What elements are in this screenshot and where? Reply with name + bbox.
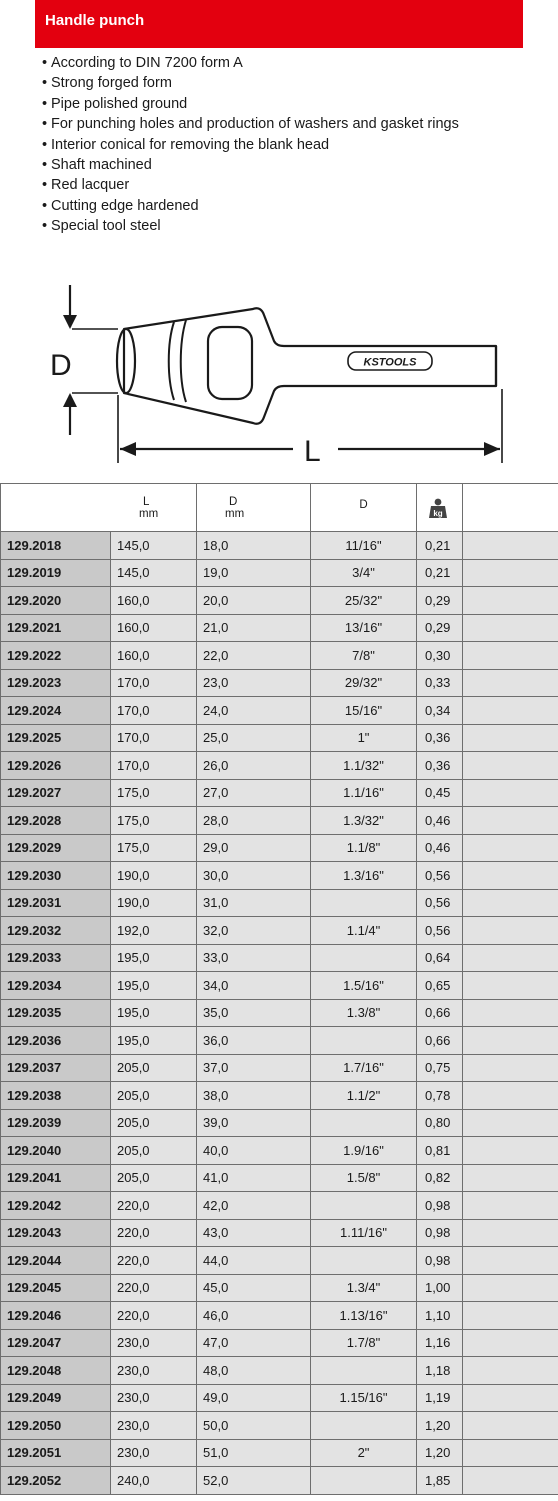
length-cell: 190,0 bbox=[111, 862, 197, 890]
table-row bbox=[1, 1054, 558, 1082]
diameter-cell: 32,0 bbox=[197, 917, 311, 945]
length-cell: 170,0 bbox=[111, 697, 197, 725]
table-row bbox=[1, 807, 558, 835]
empty-cell bbox=[463, 1137, 558, 1165]
article-number: 129.2049 bbox=[1, 1384, 111, 1412]
article-number: 129.2024 bbox=[1, 697, 111, 725]
table-row bbox=[1, 532, 558, 560]
empty-cell bbox=[463, 1109, 558, 1137]
feature-item: • Cutting edge hardened bbox=[42, 196, 522, 216]
weight-cell: 1,18 bbox=[417, 1357, 463, 1385]
weight-cell: 0,65 bbox=[417, 972, 463, 1000]
weight-cell: 0,21 bbox=[417, 532, 463, 560]
feature-list bbox=[42, 53, 522, 237]
article-number: 129.2020 bbox=[1, 587, 111, 615]
diameter-inch-cell: 29/32" bbox=[311, 669, 417, 697]
empty-cell bbox=[463, 1274, 558, 1302]
diameter-inch-cell: 1.3/4" bbox=[311, 1274, 417, 1302]
weight-cell: 0,66 bbox=[417, 1027, 463, 1055]
empty-cell bbox=[463, 1164, 558, 1192]
diameter-cell: 37,0 bbox=[197, 1054, 311, 1082]
empty-cell bbox=[463, 779, 558, 807]
empty-cell bbox=[463, 752, 558, 780]
empty-cell bbox=[463, 1467, 558, 1495]
table-row bbox=[1, 1137, 558, 1165]
diameter-cell: 51,0 bbox=[197, 1439, 311, 1467]
table-row bbox=[1, 1109, 558, 1137]
length-cell: 205,0 bbox=[111, 1109, 197, 1137]
weight-cell: 0,34 bbox=[417, 697, 463, 725]
weight-icon bbox=[428, 497, 448, 519]
article-number: 129.2051 bbox=[1, 1439, 111, 1467]
table-row bbox=[1, 1164, 558, 1192]
diameter-cell: 30,0 bbox=[197, 862, 311, 890]
empty-cell bbox=[463, 889, 558, 917]
diameter-cell: 27,0 bbox=[197, 779, 311, 807]
diameter-inch-cell bbox=[311, 889, 417, 917]
length-cell: 205,0 bbox=[111, 1054, 197, 1082]
table-row bbox=[1, 1357, 558, 1385]
diameter-cell: 20,0 bbox=[197, 587, 311, 615]
length-cell: 175,0 bbox=[111, 807, 197, 835]
weight-cell: 0,29 bbox=[417, 614, 463, 642]
table-row bbox=[1, 1302, 558, 1330]
length-cell: 145,0 bbox=[111, 559, 197, 587]
diameter-cell: 52,0 bbox=[197, 1467, 311, 1495]
empty-cell bbox=[463, 862, 558, 890]
diameter-inch-cell: 1.1/16" bbox=[311, 779, 417, 807]
diameter-cell: 43,0 bbox=[197, 1219, 311, 1247]
diameter-inch-cell: 7/8" bbox=[311, 642, 417, 670]
article-number: 129.2026 bbox=[1, 752, 111, 780]
diameter-inch-cell: 1.5/16" bbox=[311, 972, 417, 1000]
length-cell: 205,0 bbox=[111, 1164, 197, 1192]
length-cell: 160,0 bbox=[111, 614, 197, 642]
article-number: 129.2029 bbox=[1, 834, 111, 862]
weight-cell: 1,20 bbox=[417, 1412, 463, 1440]
table-row bbox=[1, 999, 558, 1027]
diameter-inch-cell: 1.1/32" bbox=[311, 752, 417, 780]
article-number: 129.2033 bbox=[1, 944, 111, 972]
diameter-cell: 48,0 bbox=[197, 1357, 311, 1385]
empty-cell bbox=[463, 1192, 558, 1220]
length-cell: 220,0 bbox=[111, 1192, 197, 1220]
diameter-inch-cell: 15/16" bbox=[311, 697, 417, 725]
diameter-inch-cell: 11/16" bbox=[311, 532, 417, 560]
diameter-cell: 31,0 bbox=[197, 889, 311, 917]
article-number: 129.2019 bbox=[1, 559, 111, 587]
weight-cell: 0,81 bbox=[417, 1137, 463, 1165]
diameter-inch-cell: 1.7/16" bbox=[311, 1054, 417, 1082]
diameter-cell: 26,0 bbox=[197, 752, 311, 780]
diameter-cell: 38,0 bbox=[197, 1082, 311, 1110]
diameter-cell: 18,0 bbox=[197, 532, 311, 560]
weight-cell: 0,56 bbox=[417, 862, 463, 890]
article-number: 129.2044 bbox=[1, 1247, 111, 1275]
length-cell: 220,0 bbox=[111, 1302, 197, 1330]
empty-cell bbox=[463, 1054, 558, 1082]
table-row bbox=[1, 889, 558, 917]
empty-cell bbox=[463, 614, 558, 642]
diameter-inch-cell: 2" bbox=[311, 1439, 417, 1467]
ejector-slot bbox=[208, 327, 252, 399]
diameter-inch-cell: 1.5/8" bbox=[311, 1164, 417, 1192]
weight-cell: 0,78 bbox=[417, 1082, 463, 1110]
header-extra bbox=[463, 484, 558, 532]
article-number: 129.2027 bbox=[1, 779, 111, 807]
weight-cell: 0,56 bbox=[417, 917, 463, 945]
table-row bbox=[1, 642, 558, 670]
diameter-inch-cell bbox=[311, 1027, 417, 1055]
length-cell: 230,0 bbox=[111, 1439, 197, 1467]
weight-cell: 1,10 bbox=[417, 1302, 463, 1330]
length-cell: 195,0 bbox=[111, 972, 197, 1000]
diameter-inch-cell bbox=[311, 1467, 417, 1495]
weight-cell: 0,30 bbox=[417, 642, 463, 670]
article-number: 129.2037 bbox=[1, 1054, 111, 1082]
feature-item: • Shaft machined bbox=[42, 155, 522, 175]
length-cell: 175,0 bbox=[111, 834, 197, 862]
diameter-inch-cell: 1.11/16" bbox=[311, 1219, 417, 1247]
header-length: L mm bbox=[111, 484, 197, 532]
article-number: 129.2047 bbox=[1, 1329, 111, 1357]
article-number: 129.2021 bbox=[1, 614, 111, 642]
diameter-inch-cell bbox=[311, 1109, 417, 1137]
empty-cell bbox=[463, 1412, 558, 1440]
header-diameter: D mm bbox=[197, 484, 311, 532]
table-row bbox=[1, 669, 558, 697]
length-cell: 230,0 bbox=[111, 1329, 197, 1357]
table-row bbox=[1, 1219, 558, 1247]
diameter-inch-cell: 1.13/16" bbox=[311, 1302, 417, 1330]
length-cell: 205,0 bbox=[111, 1082, 197, 1110]
weight-cell: 0,98 bbox=[417, 1219, 463, 1247]
empty-cell bbox=[463, 1329, 558, 1357]
length-cell: 170,0 bbox=[111, 669, 197, 697]
diameter-inch-cell bbox=[311, 1412, 417, 1440]
diameter-inch-cell bbox=[311, 1357, 417, 1385]
empty-cell bbox=[463, 1247, 558, 1275]
feature-item: • Interior conical for removing the blank head bbox=[42, 135, 522, 155]
article-number: 129.2038 bbox=[1, 1082, 111, 1110]
page-title: Handle punch bbox=[45, 12, 145, 29]
article-number: 129.2052 bbox=[1, 1467, 111, 1495]
table-row bbox=[1, 752, 558, 780]
table-row bbox=[1, 1247, 558, 1275]
diameter-cell: 21,0 bbox=[197, 614, 311, 642]
handle-punch-drawing bbox=[48, 283, 508, 468]
weight-cell: 0,29 bbox=[417, 587, 463, 615]
cutting-edge bbox=[117, 329, 135, 393]
diameter-inch-cell: 25/32" bbox=[311, 587, 417, 615]
article-number: 129.2022 bbox=[1, 642, 111, 670]
empty-cell bbox=[463, 642, 558, 670]
diameter-inch-cell: 1.1/4" bbox=[311, 917, 417, 945]
feature-item: • Pipe polished ground bbox=[42, 94, 522, 114]
diameter-cell: 36,0 bbox=[197, 1027, 311, 1055]
diameter-inch-cell: 1.9/16" bbox=[311, 1137, 417, 1165]
empty-cell bbox=[463, 724, 558, 752]
diameter-cell: 42,0 bbox=[197, 1192, 311, 1220]
article-number: 129.2035 bbox=[1, 999, 111, 1027]
weight-cell: 1,00 bbox=[417, 1274, 463, 1302]
weight-cell: 1,16 bbox=[417, 1329, 463, 1357]
weight-cell: 0,98 bbox=[417, 1247, 463, 1275]
header-weight bbox=[417, 484, 463, 532]
weight-cell: 0,45 bbox=[417, 779, 463, 807]
empty-cell bbox=[463, 532, 558, 560]
diameter-inch-cell: 1" bbox=[311, 724, 417, 752]
length-cell: 160,0 bbox=[111, 642, 197, 670]
length-cell: 170,0 bbox=[111, 724, 197, 752]
svg-text:KSTOOLS: KSTOOLS bbox=[363, 356, 417, 369]
feature-item: • For punching holes and production of washers and gasket rings bbox=[42, 114, 522, 134]
diameter-inch-cell: 1.3/16" bbox=[311, 862, 417, 890]
empty-cell bbox=[463, 1357, 558, 1385]
length-cell: 220,0 bbox=[111, 1219, 197, 1247]
weight-cell: 1,19 bbox=[417, 1384, 463, 1412]
table-row bbox=[1, 862, 558, 890]
weight-cell: 0,98 bbox=[417, 1192, 463, 1220]
table-row bbox=[1, 1439, 558, 1467]
table-row bbox=[1, 1467, 558, 1495]
article-number: 129.2018 bbox=[1, 532, 111, 560]
length-cell: 220,0 bbox=[111, 1247, 197, 1275]
diameter-inch-cell: 1.7/8" bbox=[311, 1329, 417, 1357]
feature-item: • Red lacquer bbox=[42, 175, 522, 195]
length-cell: 145,0 bbox=[111, 532, 197, 560]
table-row bbox=[1, 1082, 558, 1110]
empty-cell bbox=[463, 1219, 558, 1247]
diameter-cell: 19,0 bbox=[197, 559, 311, 587]
table-row bbox=[1, 779, 558, 807]
article-number: 129.2048 bbox=[1, 1357, 111, 1385]
article-number: 129.2034 bbox=[1, 972, 111, 1000]
article-number: 129.2041 bbox=[1, 1164, 111, 1192]
weight-cell: 1,85 bbox=[417, 1467, 463, 1495]
table-row bbox=[1, 944, 558, 972]
empty-cell bbox=[463, 1302, 558, 1330]
diameter-cell: 41,0 bbox=[197, 1164, 311, 1192]
feature-item: • According to DIN 7200 form A bbox=[42, 53, 522, 73]
empty-cell bbox=[463, 1384, 558, 1412]
table-row bbox=[1, 1027, 558, 1055]
table-row bbox=[1, 587, 558, 615]
diameter-cell: 24,0 bbox=[197, 697, 311, 725]
article-number: 129.2030 bbox=[1, 862, 111, 890]
header-diameter-inch: D bbox=[311, 484, 417, 532]
brand-logo bbox=[348, 352, 432, 370]
feature-item: • Special tool steel bbox=[42, 216, 522, 236]
diameter-cell: 25,0 bbox=[197, 724, 311, 752]
diameter-inch-cell: 1.15/16" bbox=[311, 1384, 417, 1412]
header-article bbox=[1, 484, 111, 532]
table-row bbox=[1, 834, 558, 862]
article-number: 129.2028 bbox=[1, 807, 111, 835]
weight-cell: 0,66 bbox=[417, 999, 463, 1027]
article-number: 129.2045 bbox=[1, 1274, 111, 1302]
length-cell: 175,0 bbox=[111, 779, 197, 807]
empty-cell bbox=[463, 1027, 558, 1055]
empty-cell bbox=[463, 917, 558, 945]
diameter-cell: 35,0 bbox=[197, 999, 311, 1027]
dimension-d-label: D bbox=[50, 349, 72, 382]
table-row bbox=[1, 1274, 558, 1302]
weight-cell: 0,33 bbox=[417, 669, 463, 697]
length-cell: 230,0 bbox=[111, 1412, 197, 1440]
length-cell: 192,0 bbox=[111, 917, 197, 945]
dimension-l-label: L bbox=[304, 435, 321, 468]
length-cell: 160,0 bbox=[111, 587, 197, 615]
weight-cell: 0,75 bbox=[417, 1054, 463, 1082]
empty-cell bbox=[463, 999, 558, 1027]
length-cell: 230,0 bbox=[111, 1384, 197, 1412]
empty-cell bbox=[463, 1082, 558, 1110]
article-number: 129.2043 bbox=[1, 1219, 111, 1247]
article-number: 129.2039 bbox=[1, 1109, 111, 1137]
length-cell: 170,0 bbox=[111, 752, 197, 780]
diameter-inch-cell: 1.3/8" bbox=[311, 999, 417, 1027]
diameter-cell: 45,0 bbox=[197, 1274, 311, 1302]
empty-cell bbox=[463, 944, 558, 972]
empty-cell bbox=[463, 834, 558, 862]
length-cell: 195,0 bbox=[111, 944, 197, 972]
article-number: 129.2023 bbox=[1, 669, 111, 697]
table-row bbox=[1, 1384, 558, 1412]
diameter-inch-cell bbox=[311, 1192, 417, 1220]
article-number: 129.2032 bbox=[1, 917, 111, 945]
table-row bbox=[1, 559, 558, 587]
empty-cell bbox=[463, 559, 558, 587]
empty-cell bbox=[463, 697, 558, 725]
article-number: 129.2025 bbox=[1, 724, 111, 752]
diameter-cell: 40,0 bbox=[197, 1137, 311, 1165]
diameter-cell: 34,0 bbox=[197, 972, 311, 1000]
weight-cell: 0,82 bbox=[417, 1164, 463, 1192]
diameter-inch-cell: 1.1/2" bbox=[311, 1082, 417, 1110]
length-cell: 195,0 bbox=[111, 1027, 197, 1055]
weight-cell: 0,46 bbox=[417, 807, 463, 835]
article-number: 129.2042 bbox=[1, 1192, 111, 1220]
table-row bbox=[1, 972, 558, 1000]
weight-cell: 0,80 bbox=[417, 1109, 463, 1137]
table-row bbox=[1, 614, 558, 642]
article-number: 129.2031 bbox=[1, 889, 111, 917]
diameter-inch-cell bbox=[311, 1247, 417, 1275]
article-number: 129.2040 bbox=[1, 1137, 111, 1165]
diameter-cell: 47,0 bbox=[197, 1329, 311, 1357]
length-cell: 230,0 bbox=[111, 1357, 197, 1385]
diameter-cell: 39,0 bbox=[197, 1109, 311, 1137]
article-number: 129.2050 bbox=[1, 1412, 111, 1440]
weight-cell: 0,46 bbox=[417, 834, 463, 862]
length-cell: 190,0 bbox=[111, 889, 197, 917]
page-title-bar bbox=[35, 0, 523, 48]
length-cell: 195,0 bbox=[111, 999, 197, 1027]
diameter-cell: 28,0 bbox=[197, 807, 311, 835]
table-row bbox=[1, 724, 558, 752]
diameter-cell: 33,0 bbox=[197, 944, 311, 972]
table-row bbox=[1, 1192, 558, 1220]
table-row bbox=[1, 917, 558, 945]
spec-table bbox=[0, 483, 558, 1495]
svg-text:kg: kg bbox=[433, 508, 443, 518]
empty-cell bbox=[463, 1439, 558, 1467]
diameter-inch-cell: 3/4" bbox=[311, 559, 417, 587]
table-row bbox=[1, 697, 558, 725]
empty-cell bbox=[463, 669, 558, 697]
feature-item: • Strong forged form bbox=[42, 73, 522, 93]
empty-cell bbox=[463, 587, 558, 615]
diameter-inch-cell: 13/16" bbox=[311, 614, 417, 642]
diameter-cell: 49,0 bbox=[197, 1384, 311, 1412]
diameter-cell: 46,0 bbox=[197, 1302, 311, 1330]
diameter-cell: 44,0 bbox=[197, 1247, 311, 1275]
article-number: 129.2046 bbox=[1, 1302, 111, 1330]
length-cell: 220,0 bbox=[111, 1274, 197, 1302]
length-cell: 205,0 bbox=[111, 1137, 197, 1165]
length-cell: 240,0 bbox=[111, 1467, 197, 1495]
table-body bbox=[1, 532, 558, 1495]
weight-cell: 1,20 bbox=[417, 1439, 463, 1467]
diameter-cell: 22,0 bbox=[197, 642, 311, 670]
empty-cell bbox=[463, 807, 558, 835]
table-row bbox=[1, 1329, 558, 1357]
weight-cell: 0,36 bbox=[417, 752, 463, 780]
table-row bbox=[1, 1412, 558, 1440]
diameter-cell: 29,0 bbox=[197, 834, 311, 862]
article-number: 129.2036 bbox=[1, 1027, 111, 1055]
diameter-inch-cell: 1.1/8" bbox=[311, 834, 417, 862]
weight-cell: 0,21 bbox=[417, 559, 463, 587]
table-header-row bbox=[1, 484, 558, 532]
weight-cell: 0,36 bbox=[417, 724, 463, 752]
empty-cell bbox=[463, 972, 558, 1000]
diameter-inch-cell bbox=[311, 944, 417, 972]
diameter-cell: 23,0 bbox=[197, 669, 311, 697]
diameter-cell: 50,0 bbox=[197, 1412, 311, 1440]
weight-cell: 0,64 bbox=[417, 944, 463, 972]
weight-cell: 0,56 bbox=[417, 889, 463, 917]
diameter-inch-cell: 1.3/32" bbox=[311, 807, 417, 835]
